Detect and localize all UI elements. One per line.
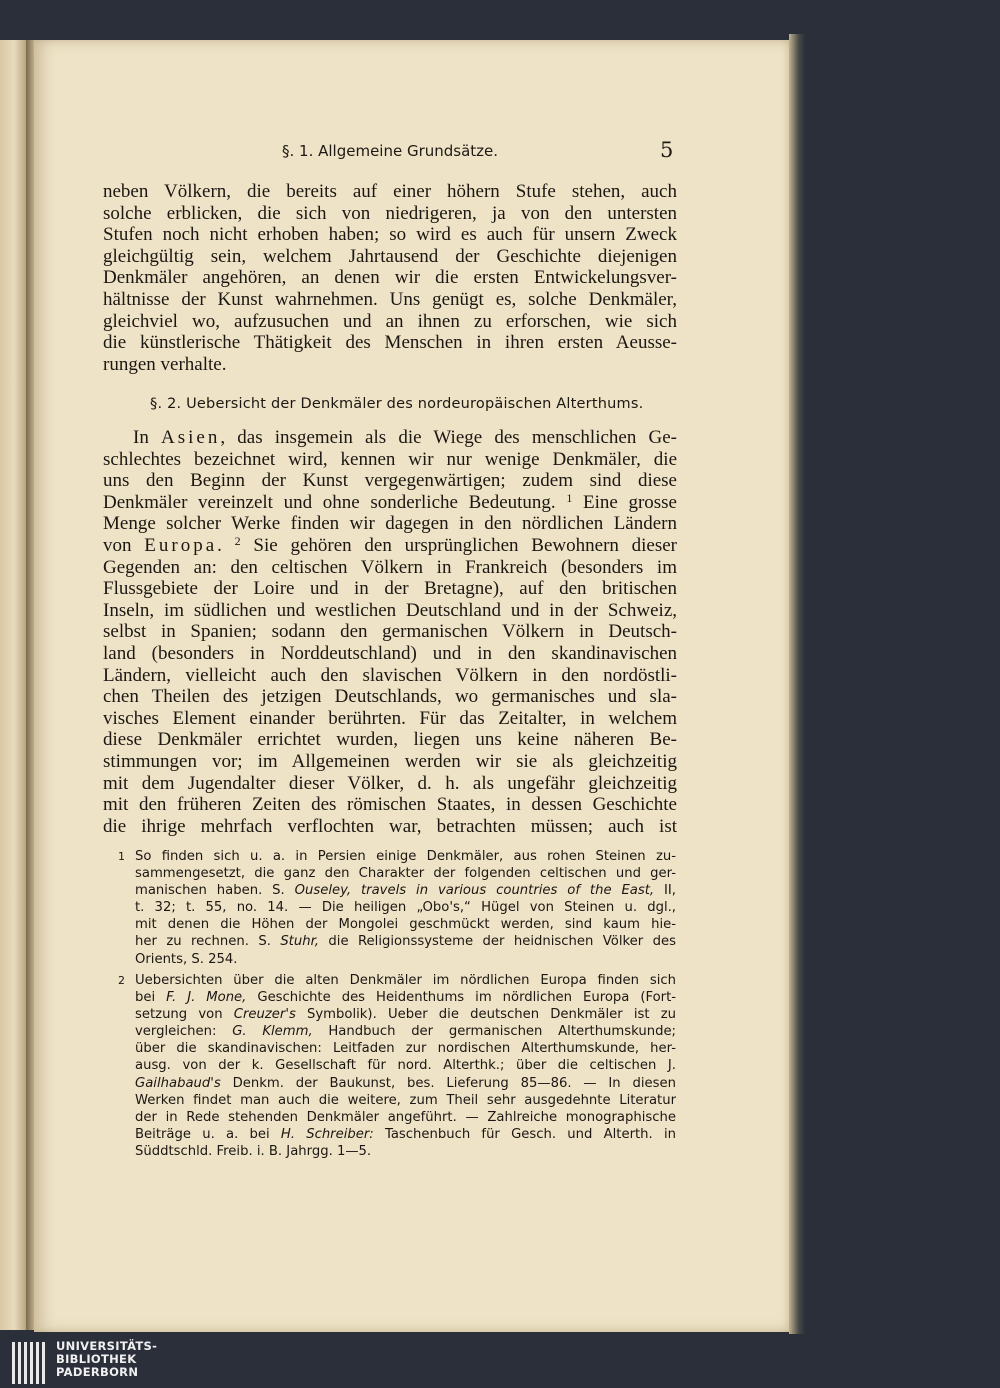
- footnote-number: 1: [118, 850, 125, 863]
- text-line: die künstlerische Thätigkeit des Menschen in ihren ersten Aeusse-: [103, 332, 677, 354]
- section-heading: §. 2. Uebersicht der Denkmäler des nordeuropäischen Alterthums.: [150, 396, 644, 412]
- text-line: Inseln, im südlichen und westlichen Deutschland und in der Schweiz,: [103, 599, 677, 621]
- text-line: Denkmäler angehören, an denen wir die ersten Entwickelungsver-: [103, 267, 677, 289]
- text-line: Ländern, vielleicht auch den slavischen Völkern in den nordöstli-: [103, 664, 677, 686]
- footnote-line: ausg. von der k. Gesellschaft für nord. Alterthk.; über die celtischen J.: [135, 1058, 676, 1074]
- footnote-line: manischen haben. S. Ouseley, travels in various countries of the East, II,: [135, 883, 676, 899]
- text-line: die ihrige mehrfach verflochten war, betrachten müssen; auch ist: [103, 815, 677, 837]
- text-line: hältnisse der Kunst wahrnehmen. Uns genügt es, solche Denkmäler,: [103, 288, 677, 310]
- text-line: von Europa. $^2$ Sie gehören den ursprünglichen Bewohnern dieser: [103, 533, 678, 556]
- footnote-line: Uebersichten über die alten Denkmäler im nördlichen Europa finden sich: [135, 973, 676, 988]
- text-line: Gegenden an: den celtischen Völkern in Frankreich (besonders im: [103, 556, 677, 578]
- footnote-line: Orients, S. 254.: [135, 951, 238, 967]
- text-line: Stufen noch nicht erhoben haben; so wird es auch für unsern Zweck: [103, 224, 677, 246]
- text-line: mit dem Jugendalter dieser Völker, d. h. als ungefähr gleichzeitig: [103, 772, 677, 794]
- paragraph-continuation: [103, 181, 677, 375]
- footnote-line: t. 32; t. 55, no. 14. — Die heiligen „Obo's,“ Hügel von Steinen u. dgl.,: [135, 900, 676, 916]
- footnote-line: der in Rede stehenden Denkmäler angeführt. — Zahlreiche monographische: [135, 1109, 676, 1125]
- footnote-ref-2[interactable]: 2: [234, 533, 241, 548]
- emphasis-asien: Asien: [161, 427, 221, 448]
- paragraph-section-2: [103, 427, 677, 837]
- text-line: mit den früheren Zeiten des römischen Staates, in dessen Geschichte: [103, 794, 677, 816]
- text-line: land (besonders in Norddeutschland) und in den skandinavischen: [103, 642, 677, 664]
- footnote-line: So finden sich u. a. in Persien einige Denkmäler, aus rohen Steinen zu-: [135, 849, 676, 864]
- facing-page-edge: [0, 40, 27, 1330]
- text-line: Denkmäler vereinzelt und ohne sonderliche Bedeutung. $^1$ Eine grosse: [103, 490, 677, 513]
- footnote-line: mit denen die Höhen der Mongolei geschmückt werden, sind kaum hie-: [135, 917, 676, 933]
- book-cover-edge: [789, 34, 805, 1334]
- footnote-number: 2: [118, 974, 125, 987]
- footnote-line: Werken findet man auch die weitere, zum Theil sehr ausgedehnte Literatur: [135, 1092, 676, 1108]
- footnote-line: bei F. J. Mone, Geschichte des Heidenthums im nördlichen Europa (Fort-: [135, 990, 677, 1006]
- text-line: selbst in Spanien; sodann den germanischen Völkern in Deutsch-: [103, 621, 677, 643]
- text-line: In Asien, das insgemein als die Wiege des menschlichen Ge-: [133, 427, 677, 448]
- text-line: stimmungen vor; im Allgemeinen werden wir sie als gleichzeitig: [103, 750, 677, 772]
- text-line: gleichviel wo, aufzusuchen und an ihnen zu erforschen, wie sich: [103, 310, 677, 332]
- footnote-line: Süddtschld. Freib. i. B. Jahrgg. 1—5.: [135, 1143, 372, 1159]
- footnote-line: sammengesetzt, die ganz den Charakter der folgenden celtischen und ger-: [135, 866, 676, 882]
- text-line: uns den Beginn der Kunst vergegenwärtigen; zudem sind diese: [103, 470, 677, 492]
- text-line: Flussgebiete der Loire und in der Bretagne), auf den britischen: [103, 578, 677, 600]
- text-line: neben Völkern, die bereits auf einer höhern Stufe stehen, auch: [103, 181, 677, 202]
- footnote-line: vergleichen: G. Klemm, Handbuch der germanischen Alterthumskunde;: [135, 1024, 677, 1040]
- text-line: schlechtes bezeichnet wird, kennen wir nur wenige Denkmäler, die: [103, 448, 677, 470]
- footnote-ref-1[interactable]: 1: [566, 490, 573, 505]
- footnote-line: Beiträge u. a. bei H. Schreiber: Taschenbuch für Gesch. und Alterth. in: [135, 1126, 676, 1142]
- footnote-1: [118, 848, 676, 968]
- running-header: §. 1. Allgemeine Grundsätze.: [282, 142, 499, 160]
- text-line: chen Theilen des jetzigen Deutschlands, wo germanisches und sla-: [103, 686, 677, 708]
- text-line: solche erblicken, die sich von niedrigeren, ja von den untersten: [103, 202, 677, 224]
- text-line: gleichgültig sein, welchem Jahrtausend der Geschichte diejenigen: [103, 245, 677, 267]
- footnote-line: über die skandinavischen: Leitfaden zur nordischen Alterthumskunde, her-: [135, 1041, 676, 1057]
- page-number: 5: [660, 138, 674, 162]
- footnote-line: setzung von Creuzer's Symbolik). Ueber die deutschen Denkmäler ist zu: [135, 1007, 677, 1023]
- footnote-line: Gailhabaud's Denkm. der Baukunst, bes. Lieferung 85—86. — In diesen: [135, 1075, 676, 1091]
- emphasis-europa: Europa: [144, 534, 218, 556]
- text-line: Menge solcher Werke finden wir dagegen in den nördlichen Ländern: [103, 513, 677, 535]
- text-line: diese Denkmäler errichtet wurden, liegen uns keine näheren Be-: [103, 729, 677, 751]
- text-line: rungen verhalte.: [103, 353, 227, 375]
- library-logo-icon: [12, 1342, 48, 1384]
- footnote-line: her zu rechnen. S. Stuhr, die Religionssysteme der heidnischen Völker des: [135, 934, 676, 950]
- text-line: visches Element einander berührten. Für das Zeitalter, in welchem: [103, 707, 677, 729]
- footnote-2: [118, 972, 676, 1160]
- library-logo-text: UNIVERSITÄTS- BIBLIOTHEK PADERBORN: [56, 1339, 158, 1379]
